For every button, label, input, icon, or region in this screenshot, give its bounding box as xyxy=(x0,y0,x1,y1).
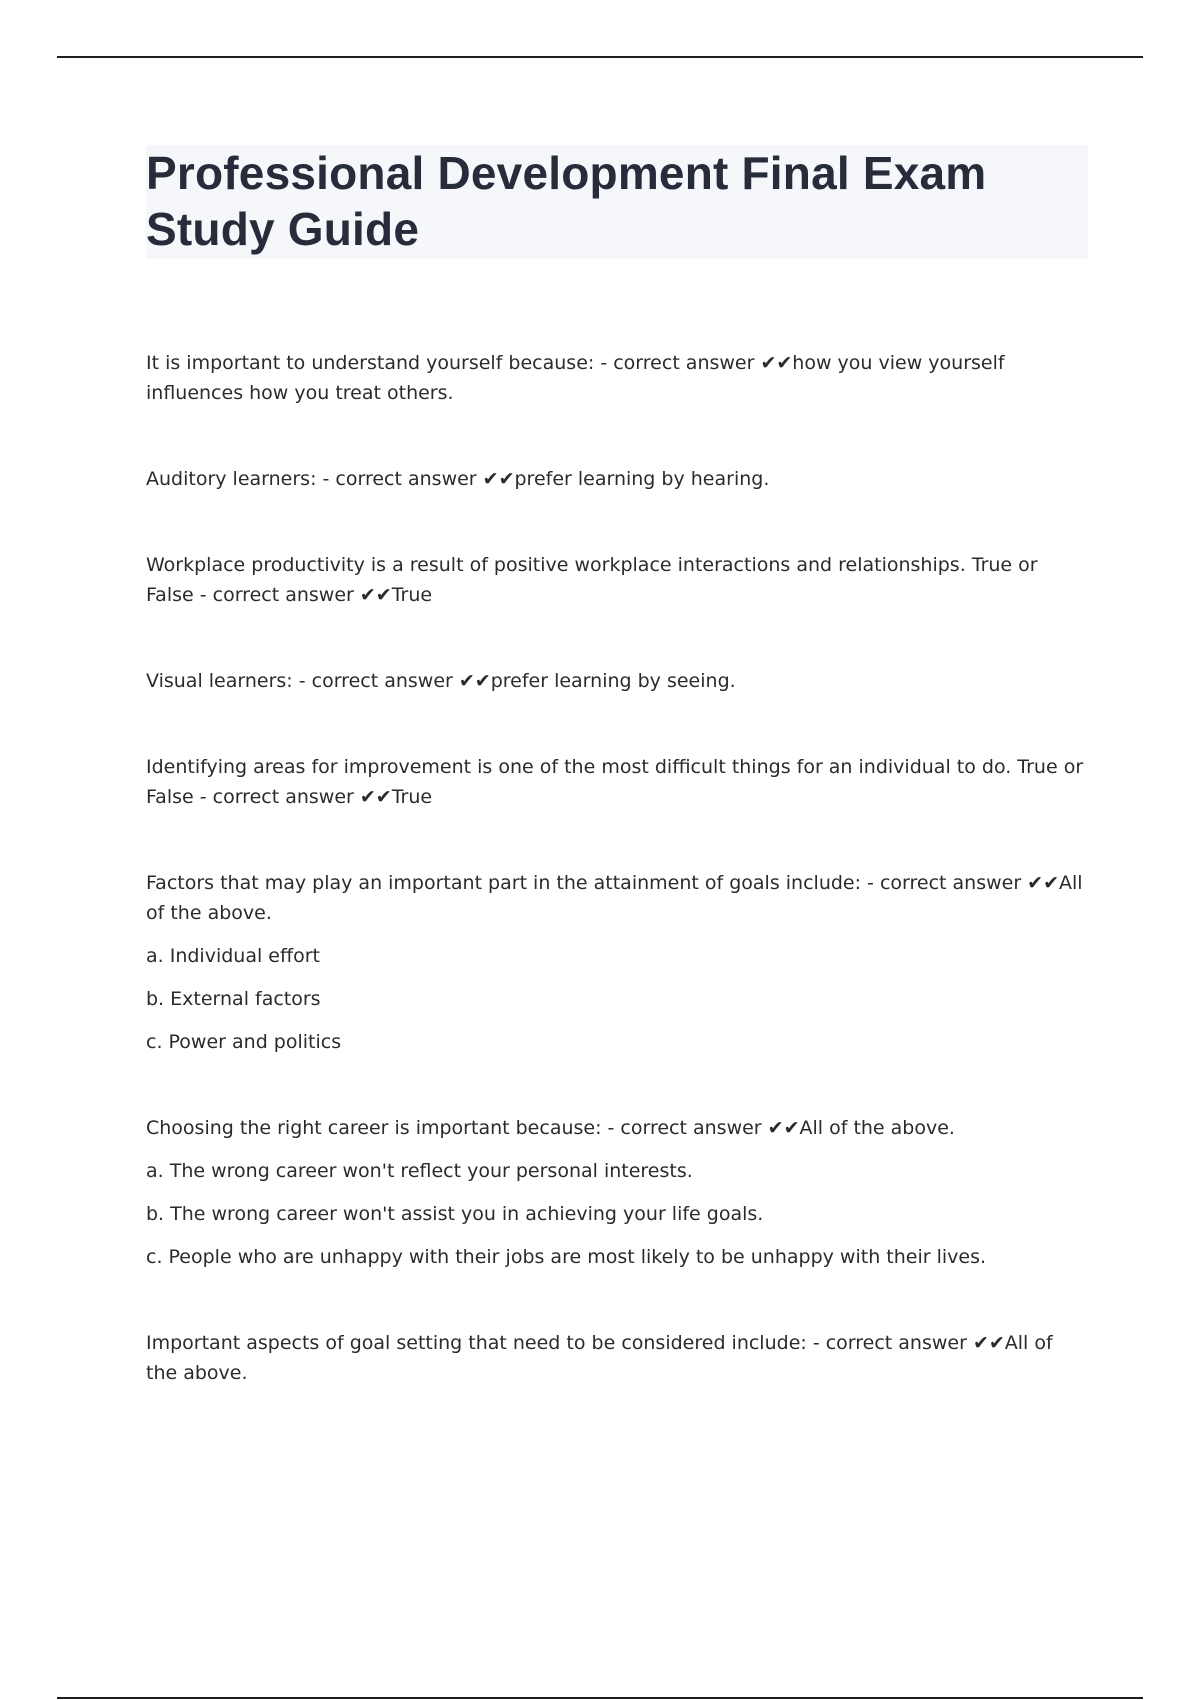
answer-option: a. The wrong career won't reflect your personal interests. xyxy=(146,1160,693,1182)
page-title: Professional Development Final Exam Study Guide xyxy=(146,147,987,255)
answer-option: c. Power and politics xyxy=(146,1031,342,1053)
qa-item xyxy=(146,666,1088,696)
question-text: It is important to understand yourself because: - correct answer ✔✔how you view yourself influences how you treat others. xyxy=(146,352,1005,404)
qa-item xyxy=(146,348,1088,408)
question-text: Important aspects of goal setting that need to be considered include: - correct answer ✔✔All of the above. xyxy=(146,1332,1053,1384)
document-body xyxy=(146,145,1088,1444)
answer-option: c. People who are unhappy with their jobs are most likely to be unhappy with their lives. xyxy=(146,1246,987,1268)
qa-item xyxy=(146,464,1088,494)
qa-item xyxy=(146,550,1088,610)
qa-item xyxy=(146,1113,1088,1272)
qa-list xyxy=(146,348,1088,1388)
qa-item xyxy=(146,1328,1088,1388)
question-text: Auditory learners: - correct answer ✔✔prefer learning by hearing. xyxy=(146,468,770,490)
top-divider xyxy=(57,56,1143,58)
question-text: Factors that may play an important part in the attainment of goals include: - correct answer ✔✔All of the above. xyxy=(146,872,1083,924)
bottom-divider xyxy=(57,1697,1143,1699)
answer-option: b. The wrong career won't assist you in achieving your life goals. xyxy=(146,1203,764,1225)
question-text: Identifying areas for improvement is one of the most difficult things for an individual to do. True or False - correct answer ✔✔True xyxy=(146,756,1084,808)
qa-item xyxy=(146,752,1088,812)
qa-item xyxy=(146,868,1088,1057)
question-text: Workplace productivity is a result of positive workplace interactions and relationships. True or False - correct answer ✔✔True xyxy=(146,554,1038,606)
question-text: Visual learners: - correct answer ✔✔prefer learning by seeing. xyxy=(146,670,736,692)
question-text: Choosing the right career is important because: - correct answer ✔✔All of the above. xyxy=(146,1117,955,1139)
answer-option: b. External factors xyxy=(146,988,321,1010)
answer-option: a. Individual effort xyxy=(146,945,320,967)
title-block xyxy=(146,145,1088,259)
